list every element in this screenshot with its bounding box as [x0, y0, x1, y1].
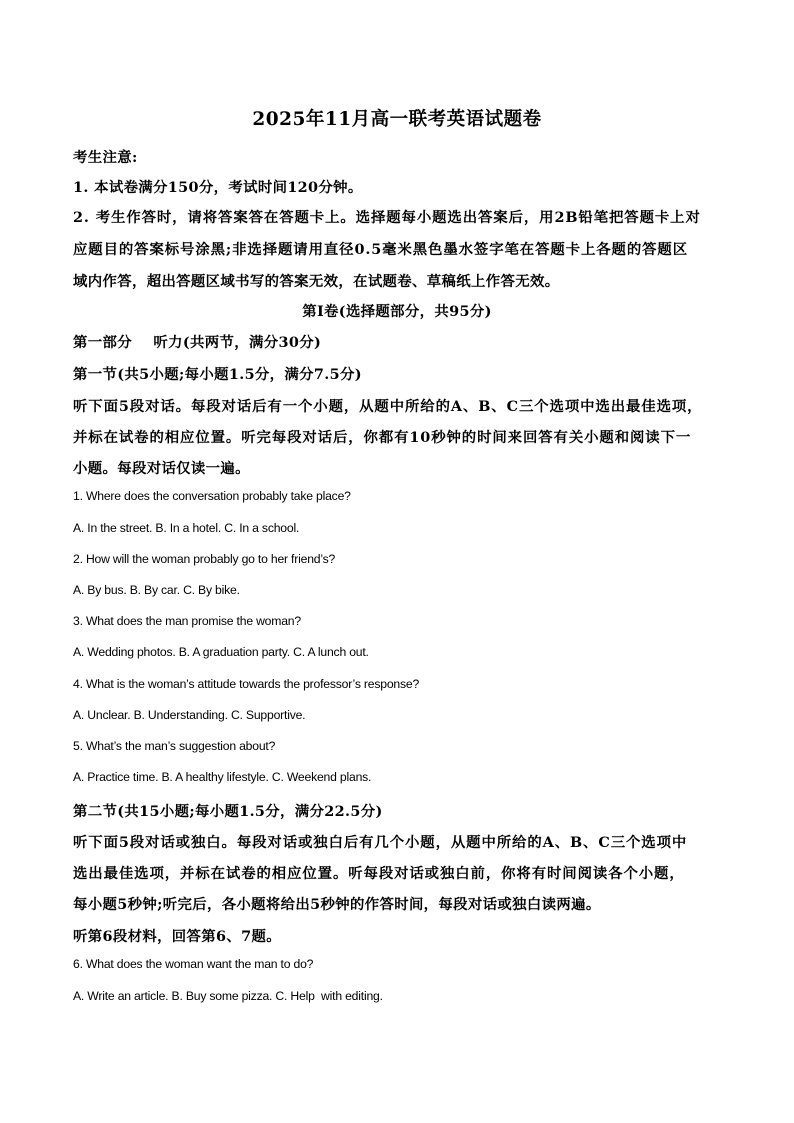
notice-item-2-line-3: 域内作答，超出答题区域书写的答案无效，在试题卷、草稿纸上作答无效。 — [73, 273, 560, 290]
question-5: 5. What’s the man’s suggestion about? — [73, 739, 276, 753]
question-3-options: A. Wedding photos. B. A graduation party. C. A lunch out. — [73, 645, 369, 659]
question-2-options: A. By bus. B. By car. C. By bike. — [73, 583, 240, 597]
section2-instruction-line-2: 选出最佳选项，并标在试卷的相应位置。听每段对话或独白前，你将有时间阅读各个小题， — [73, 865, 685, 882]
section2-instruction-line-3: 每小题5秒钟;听完后，各小题将给出5秒钟的作答时间，每段对话或独白读两遍。 — [73, 896, 601, 913]
question-3: 3. What does the man promise the woman? — [73, 614, 301, 628]
section1-instruction-line-1: 听下面5段对话。每段对话后有一个小题，从题中所给的A、B、C三个选项中选出最佳选项， — [73, 398, 703, 415]
question-4-options: A. Unclear. B. Understanding. C. Supportive. — [73, 708, 306, 722]
question-6: 6. What does the woman want the man to do? — [73, 957, 314, 971]
question-4: 4. What is the woman’s attitude towards the professor’s response? — [73, 677, 420, 691]
section2-instruction-line-1: 听下面5段对话或独白。每段对话或独白后有几个小题，从题中所给的A、B、C三个选项中 — [73, 834, 688, 851]
question-2: 2. How will the woman probably go to her friend’s? — [73, 552, 336, 566]
notice-heading: 考生注意: — [73, 149, 138, 166]
volume-title: 第Ⅰ卷(选择题部分，共95分) — [302, 303, 492, 320]
question-1-options: A. In the street. B. In a hotel. C. In a school. — [73, 521, 300, 535]
notice-item-2-line-2: 应题目的答案标号涂黑;非选择题请用直径0.5毫米黑色墨水签字笔在答题卡上各题的答题区 — [73, 241, 688, 258]
section1-title: 第一节(共5小题;每小题1.5分，满分7.5分) — [73, 366, 362, 383]
section1-instruction-line-2: 并标在试卷的相应位置。听完每段对话后，你都有10秒钟的时间来回答有关小题和阅读下一 — [73, 429, 692, 446]
question-6-options: A. Write an article. B. Buy some pizza. C. Help with editing. — [73, 989, 383, 1003]
question-5-options: A. Practice time. B. A healthy lifestyle. C. Weekend plans. — [73, 770, 372, 784]
notice-item-1: 1. 本试卷满分150分，考试时间120分钟。 — [73, 179, 363, 196]
section1-instruction-line-3: 小题。每段对话仅读一遍。 — [73, 460, 250, 477]
question-1: 1. Where does the conversation probably take place? — [73, 489, 351, 503]
material-6-note: 听第6段材料，回答第6、7题。 — [73, 928, 281, 945]
exam-title: 2025年11月高一联考英语试题卷 — [252, 109, 542, 130]
notice-item-2-line-1: 2. 考生作答时，请将答案答在答题卡上。选择题每小题选出答案后，用2B铅笔把答题卡上对 — [73, 209, 701, 226]
section2-title: 第二节(共15小题;每小题1.5分，满分22.5分) — [73, 803, 383, 820]
part1-title: 第一部分 听力(共两节，满分30分) — [73, 334, 322, 351]
